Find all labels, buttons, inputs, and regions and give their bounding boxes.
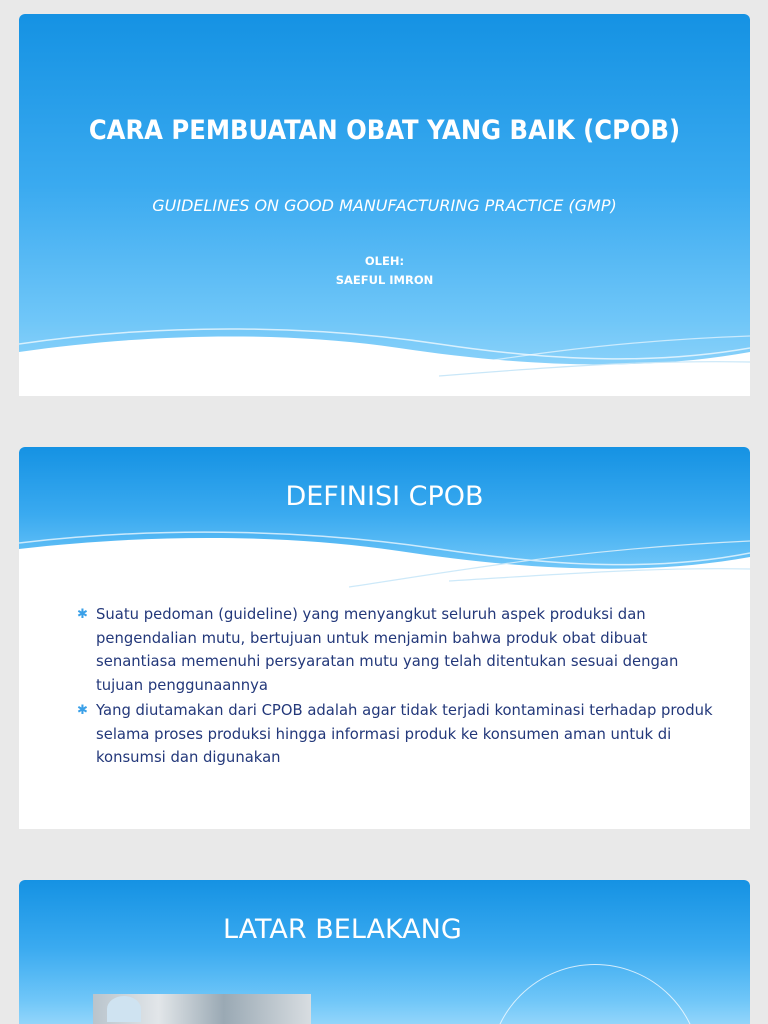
list-item [77,603,717,697]
presentation-subtitle: GUIDELINES ON GOOD MANUFACTURING PRACTICE (GMP) [152,196,617,215]
author-block [19,252,750,290]
author-name: SAEFUL IMRON [335,273,434,287]
asterisk-bullet-icon: ✱ [77,607,88,622]
slide-heading: LATAR BELAKANG [223,914,462,945]
slide-title [19,14,750,396]
slide-heading: DEFINISI CPOB [285,481,484,512]
byline-label: OLEH: [364,254,405,268]
bullet-text: Yang diutamakan dari CPOB adalah agar tidak terjadi kontaminasi terhadap produk selama proses produksi hingga informasi produk ke konsumen aman untuk di konsumsi dan digunakan [96,702,713,766]
lab-worker-photo [93,994,311,1024]
slide-background-info [19,880,750,1024]
wave-decoration [19,529,750,609]
list-item [77,699,717,770]
hairnet-figure [107,996,141,1022]
asterisk-bullet-icon: ✱ [77,703,88,718]
bullet-text: Suatu pedoman (guideline) yang menyangkut seluruh aspek produksi dan pengendalian mutu, bertujuan untuk menjamin bahwa produk obat dibuat senantiasa memenuhi persyaratan mutu yang telah ditentukan sesuai dengan tujuan penggunaannya [96,606,679,694]
slide-definition [19,447,750,829]
wave-decoration [19,314,750,396]
presentation-title: CARA PEMBUATAN OBAT YANG BAIK (CPOB) [88,115,681,146]
bullet-list [77,603,717,772]
